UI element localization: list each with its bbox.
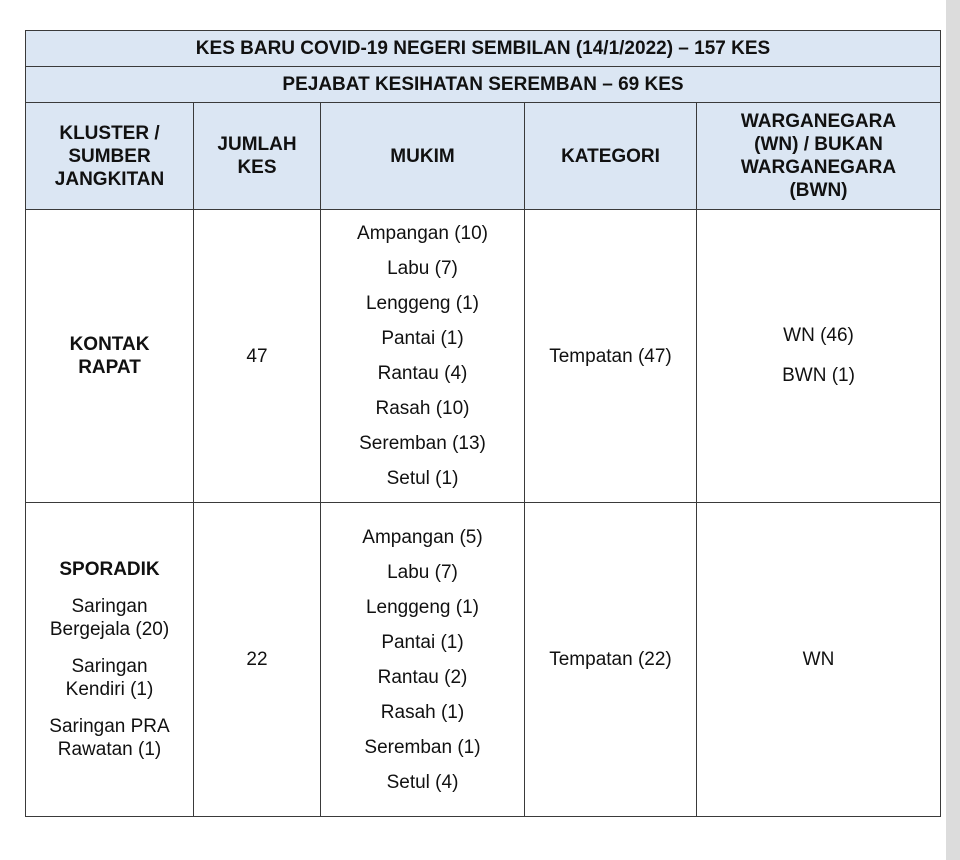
header-mukim: MUKIM bbox=[321, 103, 525, 210]
mukim-cell bbox=[321, 503, 525, 817]
mukim-item: Labu (7) bbox=[387, 561, 458, 583]
kluster-cell bbox=[26, 210, 194, 503]
header-warganegara-line: WARGANEGARA bbox=[740, 157, 897, 178]
mukim-item: Ampangan (5) bbox=[362, 526, 483, 548]
mukim-item: Rasah (1) bbox=[380, 701, 465, 723]
kluster-subitem bbox=[26, 715, 193, 761]
kluster-subitem bbox=[26, 595, 193, 641]
covid-cases-table bbox=[25, 30, 941, 817]
table-title: KES BARU COVID-19 NEGERI SEMBILAN (14/1/2022) – 157 KES bbox=[26, 31, 941, 67]
header-warganegara-line: WARGANEGARA bbox=[740, 111, 897, 132]
mukim-item: Labu (7) bbox=[387, 258, 458, 279]
header-kluster-line: JANGKITAN bbox=[54, 168, 165, 190]
kluster-cell bbox=[26, 503, 194, 817]
kluster-subitem bbox=[26, 655, 193, 701]
kluster-subitem-line: Kendiri (1) bbox=[65, 679, 154, 700]
kategori-cell: Tempatan (22) bbox=[525, 503, 697, 817]
header-kategori: KATEGORI bbox=[525, 103, 697, 210]
kategori-cell: Tempatan (47) bbox=[525, 210, 697, 503]
warganegara-line: WN bbox=[802, 648, 835, 670]
mukim-item: Rasah (10) bbox=[375, 398, 470, 419]
header-jumlah bbox=[194, 103, 321, 210]
kluster-line: KONTAK bbox=[69, 334, 150, 355]
kluster-subitem-line: Saringan bbox=[71, 596, 148, 617]
mukim-item: Pantai (1) bbox=[381, 631, 464, 653]
kluster-title: SPORADIK bbox=[59, 559, 160, 580]
jumlah-cell: 47 bbox=[194, 210, 321, 503]
mukim-item: Setul (4) bbox=[386, 771, 459, 793]
header-kluster-line: KLUSTER / bbox=[59, 122, 160, 144]
warganegara-line: WN (46) bbox=[783, 325, 854, 346]
mukim-item: Pantai (1) bbox=[381, 328, 464, 349]
header-kluster bbox=[26, 103, 194, 210]
kluster-subitem-line: Saringan bbox=[71, 656, 148, 677]
mukim-item: Ampangan (10) bbox=[357, 223, 488, 244]
mukim-item: Lenggeng (1) bbox=[365, 293, 480, 314]
header-jumlah-line: JUMLAH bbox=[217, 134, 297, 155]
warganegara-line: BWN (1) bbox=[782, 365, 855, 386]
jumlah-cell: 22 bbox=[194, 503, 321, 817]
mukim-item: Rantau (4) bbox=[377, 363, 468, 384]
table-row bbox=[26, 210, 941, 503]
mukim-item: Seremban (13) bbox=[359, 433, 486, 454]
mukim-item: Rantau (2) bbox=[377, 666, 468, 688]
scrollbar-strip bbox=[946, 0, 960, 860]
header-jumlah-line: KES bbox=[237, 157, 277, 178]
header-warganegara-line: (BWN) bbox=[789, 180, 848, 201]
table-row bbox=[26, 503, 941, 817]
mukim-item: Setul (1) bbox=[386, 468, 459, 489]
warganegara-cell bbox=[697, 210, 941, 503]
kluster-subitem-line: Rawatan (1) bbox=[57, 739, 162, 760]
header-kluster-line: SUMBER bbox=[68, 145, 151, 167]
kluster-subitem-line: Bergejala (20) bbox=[49, 619, 170, 640]
kluster-line: RAPAT bbox=[78, 357, 141, 378]
kluster-subitem-line: Saringan PRA bbox=[49, 716, 170, 737]
mukim-item: Lenggeng (1) bbox=[365, 596, 480, 618]
mukim-cell bbox=[321, 210, 525, 503]
mukim-item: Seremban (1) bbox=[364, 736, 481, 758]
header-warganegara bbox=[697, 103, 941, 210]
table-subtitle: PEJABAT KESIHATAN SEREMBAN – 69 KES bbox=[26, 67, 941, 103]
header-warganegara-line: (WN) / BUKAN bbox=[754, 134, 883, 155]
warganegara-cell bbox=[697, 503, 941, 817]
